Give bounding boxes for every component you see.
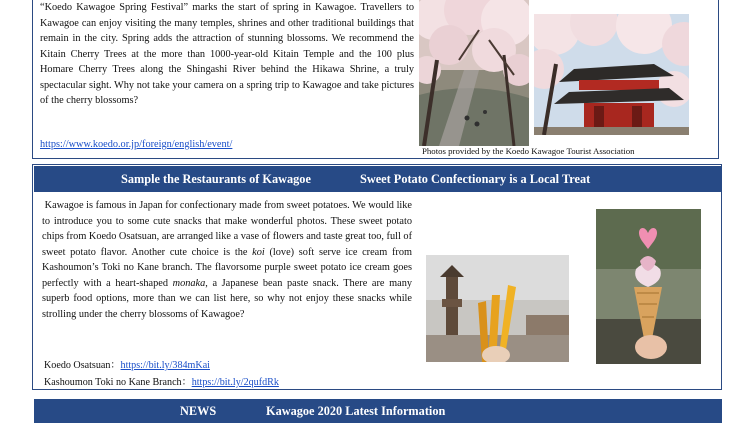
- news-banner: [34, 399, 722, 423]
- spring-paragraph: “Koedo Kawagoe Spring Festival” marks the start of spring in Kawagoe. Travellers to Kawagoe can enjoy visiting the many temples, shrines and other traditional buildings that remain in the city. Spring adds the attraction of stunning blossoms. We recommend the Kitain Cherry Trees at the more than 1000-year-old Kitain Temple and the 100 plus Homare Cherry Trees along the Shingashi River behind the Hikawa Shrine, a truly spectacular sight. Why not take your camera on a spring trip to Kawagoe and take pictures of the cherry blossoms?: [40, 2, 414, 106]
- tokinokane-link-row: [44, 376, 279, 389]
- sweet-potato-chips-photo: [426, 255, 569, 362]
- cherry-blossom-river-photo: [419, 0, 529, 146]
- restaurants-subtitle: Sweet Potato Confectionary is a Local Treat: [360, 172, 591, 186]
- tokinokane-link[interactable]: https://bit.ly/2qufdRk: [191, 377, 279, 388]
- restaurants-title: Sample the Restaurants of Kawagoe: [121, 172, 311, 186]
- osatsuan-link[interactable]: https://bit.ly/384mKai: [120, 360, 210, 371]
- tokinokane-label: Kashoumon Toki no Kane Branch：: [44, 377, 192, 388]
- restaurants-banner: [34, 166, 722, 192]
- photo-credit: Photos provided by the Koedo Kawagoe Tourist Association: [422, 146, 635, 156]
- restaurants-paragraph: Kawagoe is famous in Japan for confectionary made from sweet potatoes. We would like to introduce you to some cute snacks that make wonderful photos. These sweet potato chips from Koedo Osatsuan, are arranged like a vase of flowers and taste great too, full of sweet potato flavor. Another cute choice is the koi (love) soft serve ice cream from Kashoumon’s Toki no Kane branch. The flavorsome purple sweet potato ice cream goes perfectly with a heart-shaped monaka, a Japanese bean paste snack. There are many superb food options, more than we can list here, so why not enjoy these snacks while strolling under the cherry blossoms of Kawagoe?: [42, 200, 413, 320]
- koedo-event-link[interactable]: https://www.koedo.or.jp/foreign/english/event/: [40, 139, 233, 150]
- news-title: Kawagoe 2020 Latest Information: [266, 404, 446, 418]
- news-label: NEWS: [180, 404, 217, 418]
- sweet-potato-ice-cream-photo: [596, 209, 701, 364]
- osatsuan-link-row: [44, 359, 210, 372]
- osatsuan-label: Koedo Osatsuan：: [44, 360, 121, 371]
- cherry-blossom-temple-photo: [534, 14, 689, 135]
